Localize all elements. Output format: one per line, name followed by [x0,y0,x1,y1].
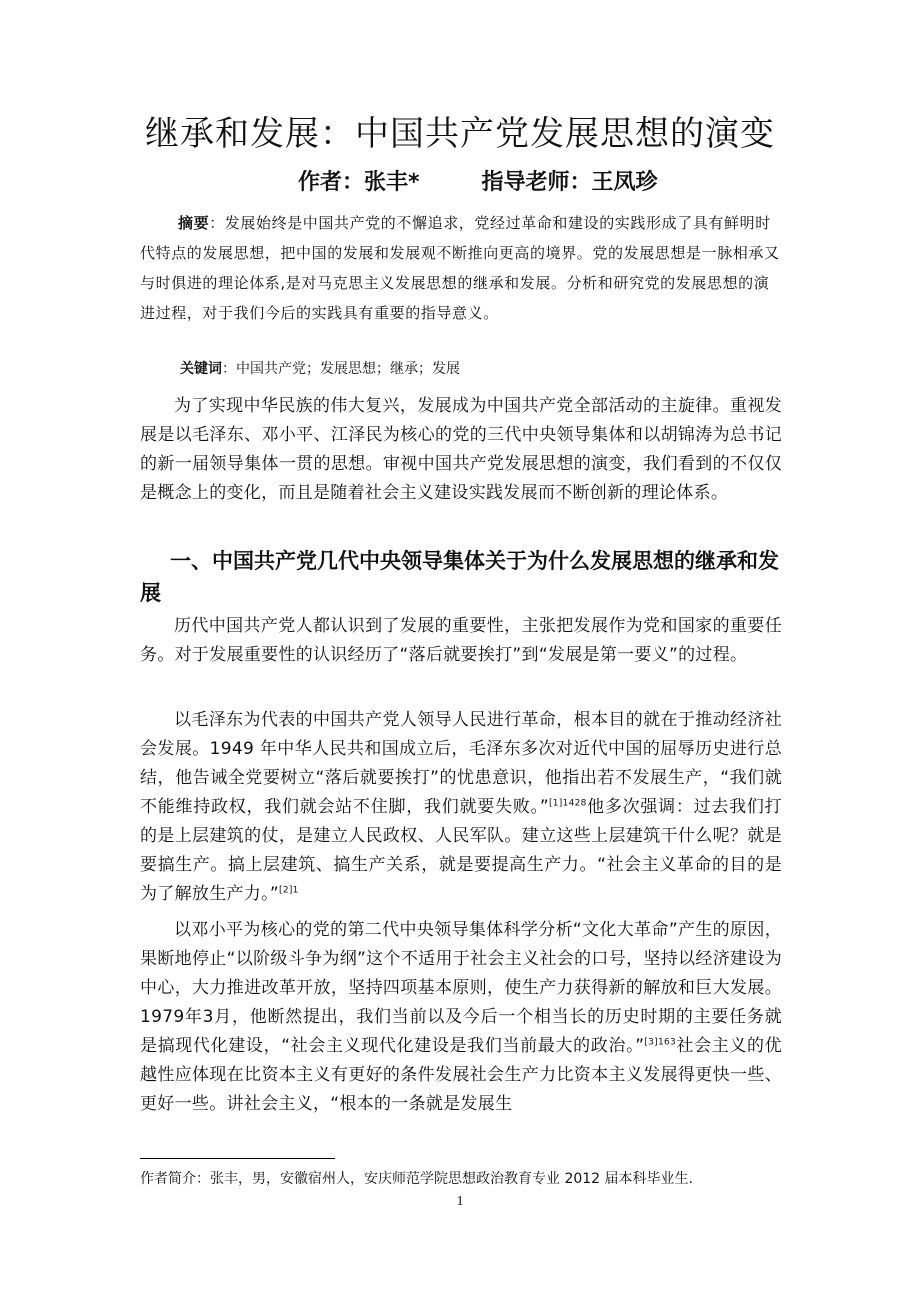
body-paragraph-2 [140,706,782,909]
section-heading: 一、中国共产党几代中央领导集体关于为什么发展思想的继承和发展 [140,549,779,605]
footnote: 作者简介：张丰，男，安徽宿州人，安庆师范学院思想政治教育专业 2012 届本科毕业生. [140,1171,693,1187]
byline [298,166,658,200]
abstract-label: 摘要 [178,214,210,232]
keywords [180,357,460,381]
paragraph-3-part-2: 社会主义的优越性应体现在比资本主义有更好的条件发展社会生产力比资本主义发展得更快一些、更好一些。讲社会主义，“根本的一条就是发展生 [140,1036,782,1114]
citation-1: [1]1428 [548,798,587,809]
paragraph-2-part-2: 他多次强调：过去我们打的是上层建筑的仗，是建立人民政权、人民军队。建立这些上层建筑干什么呢？就是要搞生产。搞上层建筑、搞生产关系，就是要提高生产力。“社会主义革命的目的是为了解放生产力。” [140,797,782,904]
citation-3: [3]163 [644,1037,677,1048]
paragraph-2-part-1: 以毛泽东为代表的中国共产党人领导人民进行革命，根本目的就在于推动经济社会发展。1949 年中华人民共和国成立后，毛泽东多次对近代中国的屈辱历史进行总结，他告诫全党要树立“落后就要挨打”的忧患意识，他指出若不发展生产，“我们就不能维持政权，我们就会站不住脚，我们就要失败。” [140,710,782,817]
citation-2: [2]1 [279,885,299,896]
paragraph-3-part-1: 以邓小平为核心的党的第二代中央领导集体科学分析“文化大革命”产生的原因，果断地停止“以阶级斗争为纲”这个不适用于社会主义社会的口号，坚持以经济建设为中心，大力推进改革开放，坚持四项基本原则，使生产力获得新的解放和巨大发展。1979年3月，他断然提出，我们当前以及今后一个相当长的历史时期的主要任务就是搞现代化建设，“社会主义现代化建设是我们当前最大的政治。” [140,920,782,1056]
abstract [140,208,782,328]
body-paragraph-1: 历代中国共产党人都认识到了发展的重要性，主张把发展作为党和国家的重要任务。对于发展重要性的认识经历了“落后就要挨打”到“发展是第一要义”的过程。 [140,616,782,665]
page-title: 继承和发展：中国共产党发展思想的演变 [145,114,775,154]
intro-paragraph: 为了实现中华民族的伟大复兴，发展成为中国共产党全部活动的主旋律。重视发展是以毛泽东、邓小平、江泽民为核心的党的三代中央领导集体和以胡锦涛为总书记的新一届领导集体一贯的思想。审视中国共产党发展思想的演变，我们看到的不仅仅是概念上的变化，而且是随着社会主义建设实践发展而不断创新的理论体系。 [140,396,782,503]
body-paragraph-3 [140,916,782,1119]
keywords-text: ：中国共产党；发展思想；继承；发展 [222,361,460,377]
abstract-text: ：发展始终是中国共产党的不懈追求，党经过革命和建设的实践形成了具有鲜明时代特点的发展思想，把中国的发展和发展观不断推向更高的境界。党的发展思想是一脉相承又与时俱进的理论体系,是对马克思主义发展思想的继承和发展。分析和研究党的发展思想的演进过程，对于我们今后的实践具有重要的指导意义。 [140,214,780,322]
author-line: 作者：张丰* [298,170,420,195]
page-number: 1 [456,1194,464,1209]
advisor-line: 指导老师：王凤珍 [481,170,658,195]
footnote-divider [140,1158,335,1159]
keywords-label: 关键词 [180,361,222,377]
